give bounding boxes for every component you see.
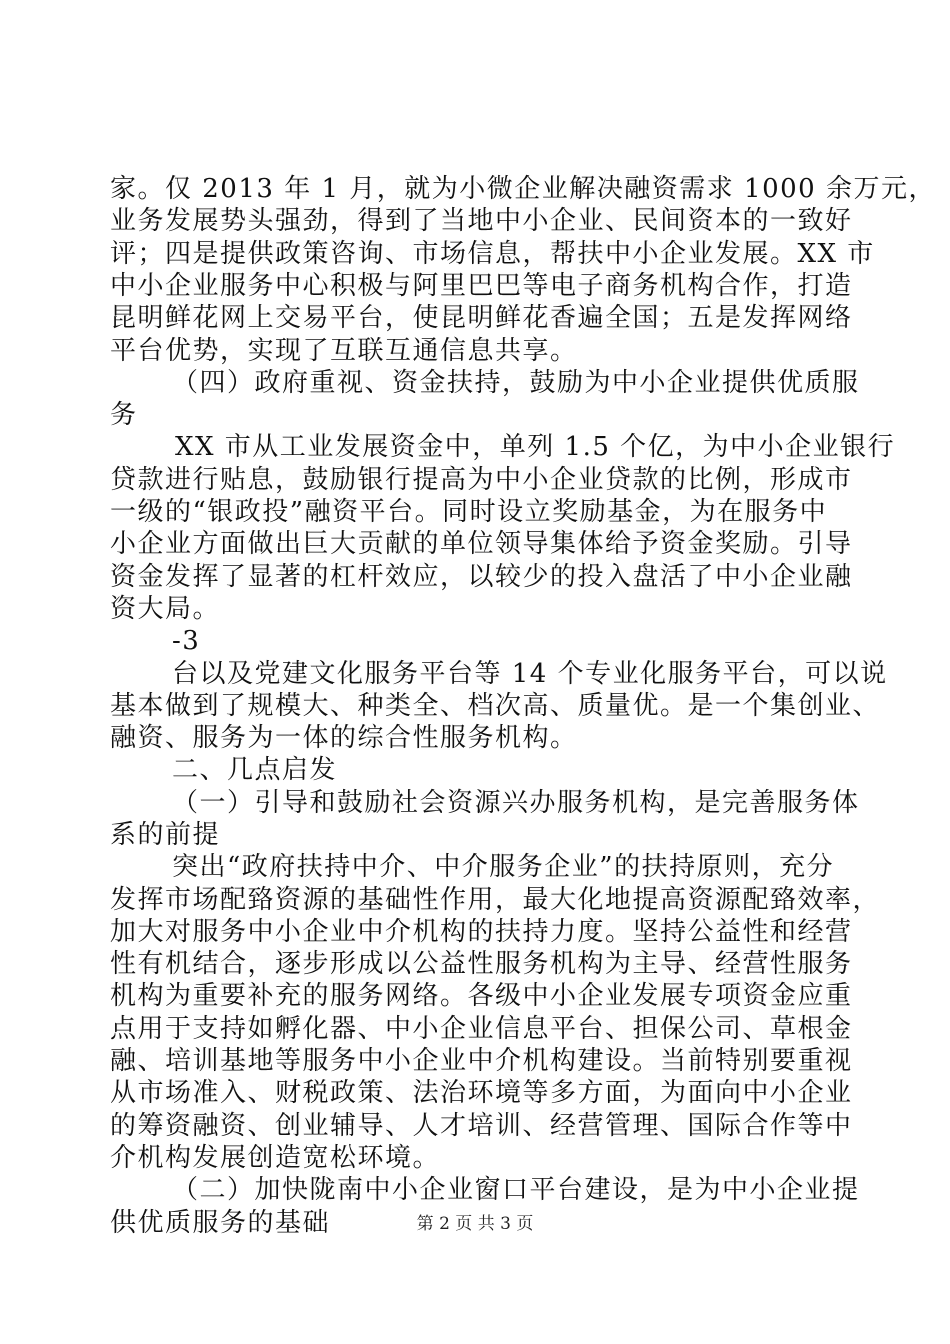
section-heading: 供优质服务的基础 — [110, 1208, 331, 1238]
section-heading: 务 — [110, 400, 138, 430]
text-line: 加大对服务中小企业中介机构的扶持力度。坚持公益性和经营 — [110, 917, 853, 947]
text-line: 资大局。 — [110, 594, 221, 624]
text-line: 业务发展势头强劲，得到了当地中小企业、民间资本的一致好 — [110, 206, 853, 236]
text-line: 中小企业服务中心积极与阿里巴巴等电子商务机构合作，打造 — [110, 271, 853, 301]
page-marker: -3 — [172, 626, 201, 656]
text-line: 家。仅 2013 年 1 月，就为小微企业解决融资需求 1000 余万元， — [110, 174, 936, 204]
text-line: 平台优势，实现了互联互通信息共享。 — [110, 336, 578, 366]
text-line: 机构为重要补充的服务网络。各级中小企业发展专项资金应重 — [110, 981, 853, 1011]
text-line: 突出“政府扶持中介、中介服务企业”的扶持原则，充分 — [172, 852, 835, 882]
section-heading: 系的前提 — [110, 820, 221, 850]
text-line: 融、培训基地等服务中小企业中介机构建设。当前特别要重视 — [110, 1046, 853, 1076]
section-heading: （一）引导和鼓励社会资源兴办服务机构，是完善服务体 — [172, 788, 860, 818]
page-footer: 第 2 页 共 3 页 — [416, 1214, 534, 1234]
text-line: 发挥市场配臵资源的基础性作用，最大化地提高资源配臵效率， — [110, 885, 881, 915]
text-line: 的筹资融资、创业辅导、人才培训、经营管理、国际合作等中 — [110, 1111, 853, 1141]
text-line: 台以及党建文化服务平台等 14 个专业化服务平台，可以说 — [172, 659, 888, 689]
text-line: 小企业方面做出巨大贡献的单位领导集体给予资金奖励。引导 — [110, 529, 853, 559]
section-heading: （四）政府重视、资金扶持，鼓励为中小企业提供优质服 — [172, 368, 860, 398]
text-line: 评；四是提供政策咨询、市场信息，帮扶中小企业发展。XX 市 — [110, 239, 875, 269]
text-line: 从市场准入、财税政策、法治环境等多方面，为面向中小企业 — [110, 1078, 853, 1108]
text-line: 点用于支持如孵化器、中小企业信息平台、担保公司、草根金 — [110, 1014, 853, 1044]
text-line: 资金发挥了显著的杠杆效应，以较少的投入盘活了中小企业融 — [110, 562, 853, 592]
section-heading: （二）加快陇南中小企业窗口平台建设，是为中小企业提 — [172, 1175, 860, 1205]
text-line: 贷款进行贴息，鼓励银行提高为中小企业贷款的比例，形成市 — [110, 465, 853, 495]
text-line: 介机构发展创造宽松环境。 — [110, 1143, 441, 1173]
text-line: 性有机结合，逐步形成以公益性服务机构为主导、经营性服务 — [110, 949, 853, 979]
text-line: 融资、服务为一体的综合性服务机构。 — [110, 723, 578, 753]
text-line: 基本做到了规模大、种类全、档次高、质量优。是一个集创业、 — [110, 691, 881, 721]
text-line: 一级的“银政投”融资平台。同时设立奖励基金，为在服务中 — [110, 497, 828, 527]
section-heading: 二、几点启发 — [172, 755, 338, 785]
text-line: XX 市从工业发展资金中，单列 1.5 个亿，为中小企业银行 — [175, 432, 896, 462]
text-line: 昆明鲜花网上交易平台，使昆明鲜花香遍全国；五是发挥网络 — [110, 303, 853, 333]
